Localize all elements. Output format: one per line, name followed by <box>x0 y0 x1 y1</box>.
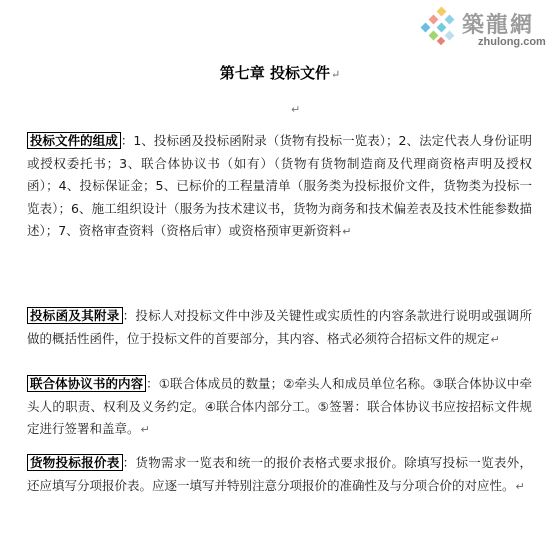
paragraph-consortium <box>27 373 532 442</box>
paragraph-mark: ↵ <box>515 479 525 493</box>
paragraph-body: ：货物需求一览表和统一的报价表格式要求报价。除填写投标一览表外，还应填写分项报价表。应逐一填写并特别注意分项报价的准确性及与分项合价的对应性。 <box>27 455 532 493</box>
heading-consortium: 联合体协议书的内容 <box>27 375 146 392</box>
logo-name: 築龍網 <box>462 12 535 38</box>
heading-bid-letter: 投标函及其附录 <box>27 307 123 324</box>
logo-cube-icon <box>418 6 460 48</box>
watermark-logo <box>418 6 558 56</box>
paragraph-mark: ↵ <box>342 225 352 238</box>
chapter-title-text: 第七章 投标文件 <box>219 64 330 82</box>
paragraph-mark: ↵ <box>140 423 150 436</box>
paragraph-mark: ↵ <box>331 68 341 81</box>
heading-quotation: 货物投标报价表 <box>27 454 123 471</box>
logo-url: zhulong.com <box>478 36 546 48</box>
heading-composition: 投标文件的组成 <box>27 132 121 149</box>
paragraph-body: ：①联合体成员的数量；②牵头人和成员单位名称。③联合体协议中牵头人的职责、权利及义务约定。④联合体内部分工。⑤签署：联合体协议书应按招标文件规定进行签署和盖章。 <box>27 376 532 436</box>
paragraph-bid-letter <box>27 305 532 351</box>
paragraph-body: ：1、投标函及投标函附录（货物有投标一览表）；2、法定代表人身份证明或授权委托书；3、联合体协议书（如有）（货物有货物制造商及代理商资格声明及授权函）；4、投标保证金；5、已标价的工程量清单（服务类为投标报价文件，货物类为投标一览表）；6、施工组织设计（服务为技术建议书，货物为商务和技术偏差表及技术性能参数描述）；7、资格审查资料（资格后审）或资格预审更新资料 <box>27 133 532 238</box>
paragraph-quotation <box>27 452 532 498</box>
paragraph-mark: ↵ <box>490 332 500 346</box>
paragraph-body: ：投标人对投标文件中涉及关键性或实质性的内容条款进行说明或强调所做的概括性函件，位于投标文件的首要部分，其内容、格式必须符合招标文件的规定 <box>27 308 532 346</box>
paragraph-mark: ↵ <box>291 103 301 116</box>
paragraph-composition <box>27 130 532 244</box>
chapter-title <box>0 62 560 83</box>
